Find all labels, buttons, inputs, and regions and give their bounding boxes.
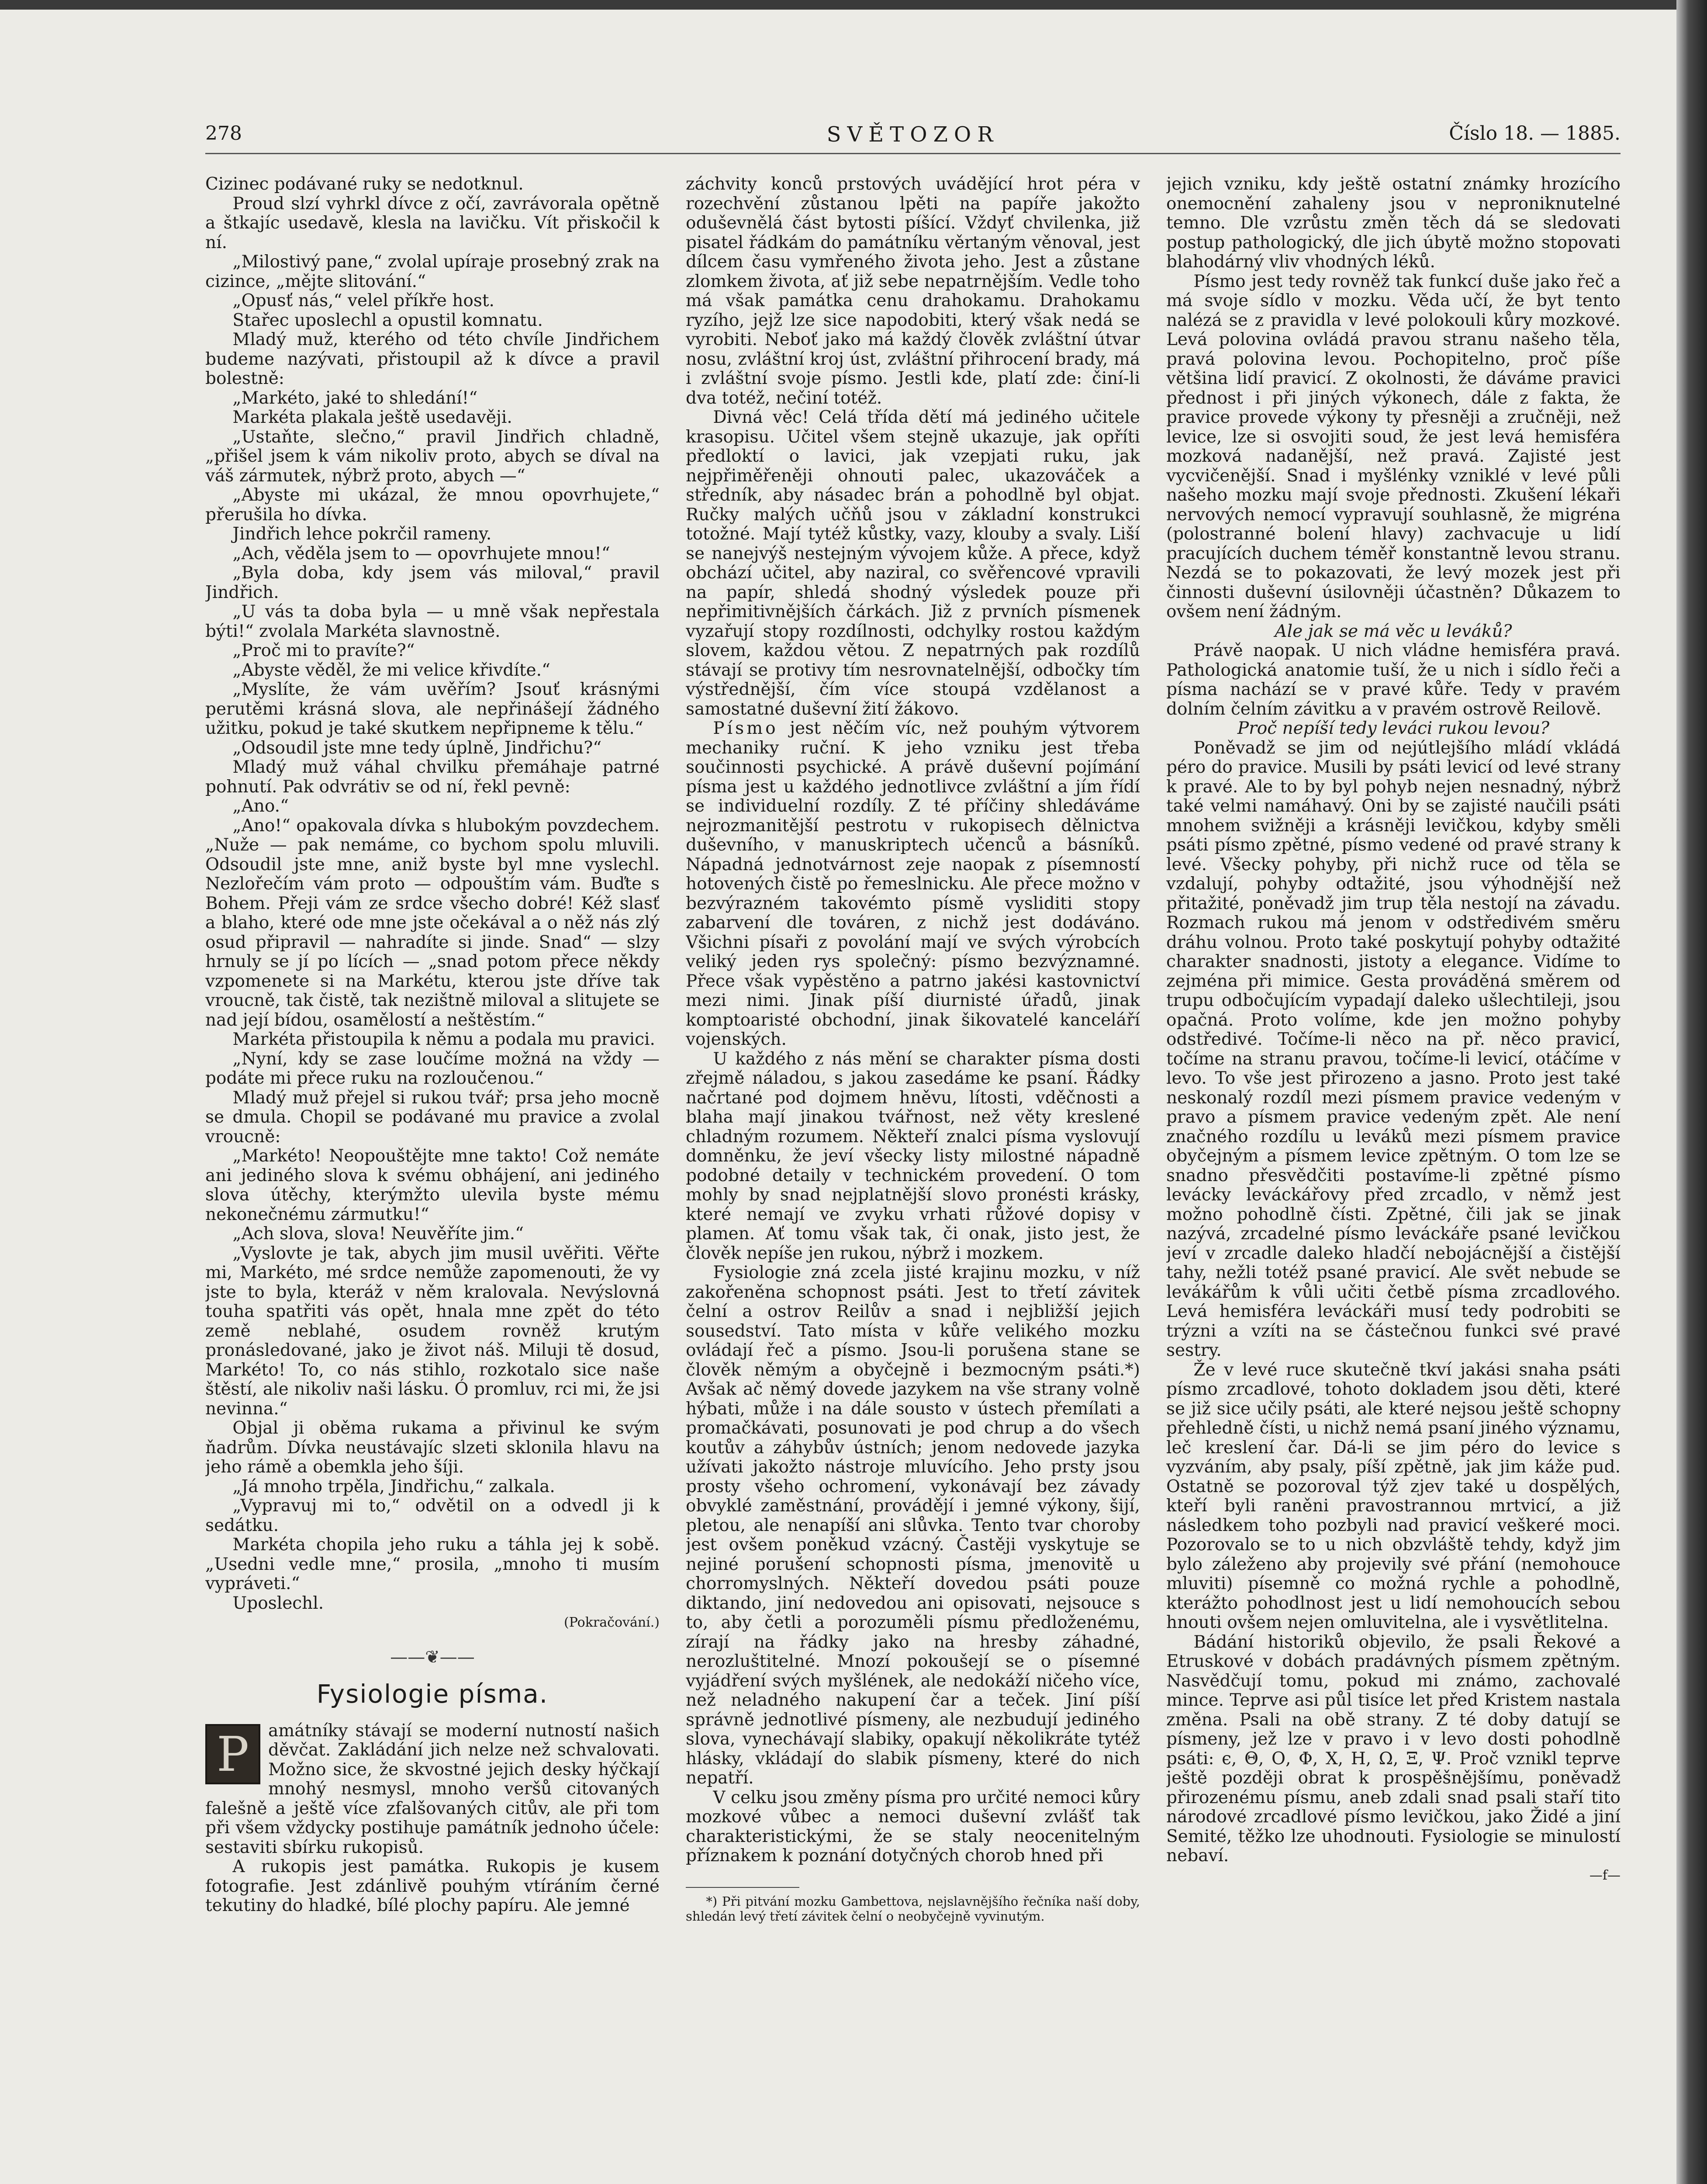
essay-paragraph: záchvity konců prstových uvádějící hrot péra v rozechvění zůstanou lpěti na papíře jakožto oduševnělá část bytosti píšící. Vždyť chvilenka, již pisatel řádkám do památníku věrtaným věnoval, jest dílcem času vymřeného života jeho. Jest a zůstane zlomkem života, ať již sebe nepatrnějším. Vedle toho má však památka cenu drahokamu. Drahokamu ryzího, jejž lze sice napodobiti, který však nedá se vyrobiti. Neboť jako má každý člověk zvláštní útvar nosu, zvláštní kroj úst, zvláštní přihrocení brady, má i zvláštní svoje písmo. Jestli kde, platí zde: činí-li dva totéž, nečiní totéž. — [686, 175, 1140, 408]
story-paragraph: „Opusť nás,“ velel příkře host. — [232, 291, 494, 311]
column-1 — [205, 175, 660, 2184]
subheading-question: Ale jak se má věc u leváků? — [1275, 621, 1512, 641]
essay-paragraph: Divná věc! Celá třída dětí má jediného učitele krasopisu. Učitel všem stejně ukazuje, jak opříti předloktí o lavici, jak vzepjati ruku, jak nejpřiměřeněji ohnouti palec, ukazováček a středník, aby násadec brán a pohodlně byl objat. Ručky malých učňů jsou v základní konstrukci totožné. Mají tytéž kůstky, vazy, klouby a svaly. Liší se nanejvýš nestejným vývojem kůže. A přece, když obchází učitel, aby naziral, co svěřencové vpravili na papír, shledá shodný výsledek pouze při nepřimitivnějších čárkách. Již z prvních písmenek vyzařují stopy rozdílnosti, odchylky rostou každým slovem, každou větou. Z nepatrných pak rozdílů stávají se protivy tím nesrovnatelnější, odbočky tím výstřednější, čím více stoupá vzdělanost a samostatné duševní žití žákovo. — [686, 408, 1140, 719]
continuation-note: (Pokračování.) — [564, 1615, 660, 1630]
story-paragraph: „Nyní, kdy se zase loučíme možná na vždy — podáte mi přece ruku na rozloučenou.“ — [205, 1049, 660, 1088]
story-paragraph: Markéta přistoupila k němu a podala mu pravici. — [232, 1030, 655, 1049]
header-rule — [205, 153, 1621, 154]
story-paragraph: „Markéto, jaké to shledání!“ — [232, 388, 478, 408]
essay-intro — [205, 1721, 660, 1916]
story-paragraph: „Ustaňte, slečno,“ pravil Jindřich chladně, „přišel jsem k vám nikoliv proto, abych se díval na váš zármutek, nýbrž proto, abych —“ — [205, 427, 660, 486]
page-header — [205, 122, 1621, 157]
story-paragraph: „Ach slova, slova! Neuvěříte jim.“ — [232, 1224, 524, 1244]
story-paragraph: „Odsoudil jste mne tedy úplně, Jindřichu?“ — [232, 738, 602, 758]
story-paragraph: Jindřich lehce pokrčil rameny. — [232, 524, 492, 544]
footnote-rule — [686, 1887, 799, 1888]
essay-paragraph: Že v levé ruce skutečně tkví jakási snaha psáti písmo zrcadlové, tohoto dokladem jsou děti, které se již sice učily psáti, ale které nejsou ještě schopny přehledně čísti, u nichž nemá psaní jiného významu, leč kreslení čar. Dá-li se jim péro do levice s vyzváním, aby psaly, píší zpětně, jak jim káže pud. Ostatně se pozoroval týž zjev také u dospělých, kteří byli raněni pravostrannou mrtvicí, a již následkem toho pozbyli nad pravicí veškeré moci. Pozorovalo se to u nich obzvláště tehdy, když jim bylo záleženo aby projevily své přání (nemohouce mluviti) písemně co možná rychle a pohodlně, kterážto pohodlnost jest u lidí nemohoucích sebou hnouti ovšem nejen omluvitelna, ale i vysvětlitelna. — [1166, 1360, 1621, 1632]
story-paragraph: Proud slzí vyhrkl dívce z očí, zavrávorala opětně a štkajíc usedavě, klesla na lavičku. Vít přiskočil k ní. — [205, 194, 660, 252]
story-paragraph: Mladý muž přejel si rukou tvář; prsa jeho mocně se dmula. Chopil se podávané mu pravice a zvolal vroucně: — [205, 1088, 660, 1147]
scan-binding-edge — [1676, 0, 1707, 2184]
story-paragraph: „Myslíte, že vám uvěřím? Jsouť krásnými perutěmi krásná slova, ale nepřinášejí žádného užitku, pokud je také skutkem nepřipneme k tělu.“ — [205, 680, 660, 738]
newspaper-page — [205, 109, 1621, 2184]
essay-paragraph: A rukopis jest památka. Rukopis je kusem fotografie. Jest zdánlivě pouhým vtíráním černé tekutiny do hladké, bílé plochy papíru. Ale jemné — [205, 1857, 660, 1915]
story-paragraph: „Ano!“ opakovala dívka s hlubokým povzdechem. „Nuže — pak nemáme, co bychom spolu mluvili. Odsoudil jste mne, aniž byste byl mne vyslechl. Nezlořečím vám proto — odpouštím vám. Buďte s Bohem. Přeji vám ze srdce všecho dobré! Kéž slasť a blaho, které ode mne jste očekával a o něž nás zlý osud připravil — nahradíte si jinde. Snad“ — slzy hrnuly se jí po lících — „snad potom přece někdy vzpomenete si na Markétu, kterou jste dříve tak vroucně, tak čistě, tak nezištně miloval a slitujete se nad její bídou, osamělostí a neštěstím.“ — [205, 816, 660, 1030]
footnote: *) Při pitvání mozku Gambettova, nejslavnějšího řečníka naší doby, shledán levý třetí závitek čelní o neobyčejně vyvinutým. — [686, 1894, 1140, 1924]
story-paragraph: Objal ji oběma rukama a přivinul ke svým ňadrům. Dívka neustávajíc slzeti sklonila hlavu na jeho rámě a obemkla jeho šíji. — [205, 1418, 660, 1477]
story-paragraph: Mladý muž, kterého od této chvíle Jindřichem budeme nazývati, přistoupil až k dívce a pravil bolestně: — [205, 330, 660, 388]
story-paragraph: Markéta chopila jeho ruku a táhla jej k sobě. „Usedni vedle mne,“ prosila, „mnoho ti musím vypráveti.“ — [205, 1535, 660, 1593]
essay-paragraph: Právě naopak. U nich vládne hemisféra pravá. Pathologická anatomie tuší, že u nich i sídlo řeči a písma nachází se v pravé kůře. Tedy v pravém dolním čelním závitku a v pravém ostrově Reilově. — [1166, 641, 1621, 719]
column-3 — [1166, 175, 1621, 2184]
story-paragraph: Uposlechl. — [232, 1593, 324, 1613]
dropcap-initial: P — [205, 1724, 260, 1784]
story-paragraph: „Markéto! Neopouštějte mne takto! Což nemáte ani jediného slova k svému obhájení, ani jediného slova útěchy, kterýmžto ulevila byste mému nekonečnému zármutku!“ — [205, 1146, 660, 1224]
essay-paragraph: Fysiologie zná zcela jisté krajinu mozku, v níž zakořeněna schopnost psáti. Jest to třetí závitek čelní a ostrov Reilův a snad i nejbližší jejich sousedství. Tato místa v kůře velikého mozku ovládají řeč a písmo. Jsou-li porušena stane se člověk němým a obyčejně i bezmocným psáti.*) Avšak ač němý dovede jazykem na vše strany volně hýbati, může i na dále sousto v ústech přemílati a promačkávati, posunovati je pod chrup a do všech koutův a záhybův ústních; jenom nedovede jazyka užívati jakožto nástroje mluvícího. Jeho prsty jsou prosty všeho ochromení, vykonávají bez závady obvyklé zaměstnání, provádějí i jemné výkony, šijí, pletou, ale nenapíší ani slůvka. Tento tvar choroby jest ovšem poněkud vzácný. Častěji vyskytuje se nejiné porušení schopnosti písma, jmenovitě u chorromyslných. Někteří dovedou psáti pouze diktando, jiní nedovedou ani opisovati, nejsouce s to, aby četli a porozuměli písmu předloženému, zírají na řádky jako na hresby záhadné, nerozluštitelné. Mnozí pokoušejí se o písemné vyjádření svých myšlének, ale nedokáží ničeho více, než neladného nakupení čar a teček. Jiní píší správně jednotlivé písmeny, ale nezbudují jediného slova, vynechávají slabiky, opakují několikráte tytéž hlásky, vkládají do slabik písmeny, které do nich nepatří. — [686, 1263, 1140, 1788]
paragraph-text: jest něčím víc, než pouhým výtvorem mechaniky ruční. K jeho vzniku jest třeba součinnosti psychické. A právě duševní pojímání písma jest u každého jednotlivce zvláštní a jím řídí se individuelní rozdíly. Z té příčiny shledáváme nejrozmanitější pestrotu v rukopisech dělnictva duševního, v manuskriptech učenců a básníků. Nápadná jednotvárnost zeje naopak z písemností hotovených čistě po řemeslnicku. Ale přece možno v bezvýrazném takovémto písmě vysliditi stopy zabarvení dle továren, z nichž jest dodáváno. Všichni písaři z povolání mají ve svých výrobcích veliký jeden rys společný: písmo bezvýznamné. Přece však vypěstěno a patrno jakési kastovnictví mezi nimi. Jinak píší diurnisté úřadů, jinak komptoaristé obchodní, jinak šikovatelé kanceláří vojenských. — [686, 719, 1140, 1049]
issue-label: Číslo 18. — 1885. — [1449, 122, 1621, 145]
story-paragraph: Stařec uposlechl a opustil komnatu. — [232, 310, 543, 330]
essay-paragraph — [686, 719, 1140, 1050]
story-paragraph: Markéta plakala ještě usedavěji. — [232, 408, 512, 427]
essay-paragraph: Písmo jest tedy rovněž tak funkcí duše jako řeč a má svoje sídlo v mozku. Věda učí, že byt tento nalézá se z pravidla v levé polokouli kůry mozkové. Levá polovina ovládá pravou stranu našeho těla, pravá polovina levou. Pochopitelno, proč píše většina lidí pravicí. Z okolnosti, že dáváme pravici přednost i při jiných výkonech, dále z fakta, že pravice provede výkony ty přesněji a zručněji, než levice, lze si osvojiti soud, že jest levá hemisféra mozková nadanější, než pravá. Zajisté jest vycvičenější. Snad i myšlénky vzniklé v levé půli našeho mozku mají svoje přednosti. Zkušení lékaři nervových nemocí vypravují souhlasně, že migréna (polostranné bolení hlavy) zachvacuje u lidí pracujících duchem téměř konstantně levou stranu. Nezdá se to pokazovati, že levý mozek jest při činnosti duševní úsilovněji účastněn? Důkazem to ovšem není žádným. — [1166, 271, 1621, 622]
story-paragraph: „Milostivý pane,“ zvolal upíraje prosebný zrak na cizince, „mějte slitování.“ — [205, 252, 660, 291]
spaced-word: Písmo — [713, 719, 778, 738]
story-paragraph: „Já mnoho trpěla, Jindřichu,“ zalkala. — [232, 1476, 555, 1496]
story-paragraph: „U vás ta doba byla — u mně však nepřestala býti!“ zvolala Markéta slavnostně. — [205, 602, 660, 641]
page-number: 278 — [205, 122, 242, 145]
story-paragraph: „Ano.“ — [232, 796, 289, 816]
story-paragraph: „Abyste mi ukázal, že mnou opovrhujete,“ přerušila ho dívka. — [205, 485, 660, 525]
story-text — [205, 175, 660, 1613]
journal-title: SVĚTOZOR — [826, 122, 999, 147]
column-2 — [686, 175, 1140, 2184]
story-paragraph: „Abyste věděl, že mi velice křivdíte.“ — [232, 660, 550, 680]
story-paragraph: „Ach, věděla jsem to — opovrhujete mnou!“ — [232, 543, 610, 563]
story-paragraph: „Proč mi to pravíte?“ — [232, 641, 415, 660]
story-paragraph: Cizinec podávané ruky se nedotknul. — [205, 175, 524, 194]
essay-paragraph: U každého z nás mění se charakter písma dosti zřejmě náladou, s jakou zasedáme ke psaní. Řádky načrtané pod dojmem hněvu, lítosti, vděčnosti a blaha mají jinakou tvářnost, než věty kreslené chladným rozumem. Někteří znalci písma vyslovují domněnku, že jeví všecky listy milostné nápadně podobné detaily v technickém provedení. O tom mohly by snad nejplatnější slovo pronésti krásky, které nemají ve zvyku vrhati růžové dopisy v plamen. Ať tomu však tak, či onak, jisto jest, že člověk nepíše jen rukou, nýbrž i mozkem. — [686, 1049, 1140, 1263]
story-paragraph: „Vyslovte je tak, abych jim musil uvěřiti. Věřte mi, Markéto, mé srdce nemůže zapomenouti, že vy jste to byla, kteráž v něm kralovala. Nevýslovná touha spatřiti vás opět, hnala mne zpět do této země neblahé, osudem rovněž krutým pronásledované, jako je život náš. Miluji tě dosud, Markéto! To, co nás stihlo, rozkotalo sice naše štěstí, ale nikoliv naši lásku. Ó promluv, rci mi, že jsi nevinna.“ — [205, 1243, 660, 1419]
essay-paragraph: amátníky stávají se moderní nutností našich děvčat. Zakládání jich nelze než schvalovati. Možno sice, že skvostné jejich desky hýčkají mnohý nesmysl, mnoho veršů citovaných falešně a ještě více zfalšovaných citův, ale při tom při všem vždycky postihuje památník jednoho účele: sestaviti sbírku rukopisů. — [205, 1721, 660, 1857]
essay-paragraph: Poněvadž se jim od nejútlejšího mládí vkládá péro do pravice. Musili by psáti levicí od levé strany k pravé. Ale to by byl pohyb nejen nesnadný, nýbrž také velmi namáhavý. Oni by se zajisté naučili psáti mnohem svižněji a krásněji levičkou, kdyby směli psáti písmo zpětné, písmo vedené od pravé strany k levé. Všecky pohyby, při nichž ruce od těla se vzdalují, pohyby odtažité, jsou výhodnější než přitažité, poněvadž jim trup těla nestojí na závadu. Rozmach rukou má jenom v odstředivém směru dráhu volnou. Proto také poskytují pohyby odtažité charakter snadnosti, jistoty a elegance. Vidíme to zejména při mimice. Gesta prováděná směrem od trupu odbočujícím vypadají daleko ušlechtileji, jsou opačná. Proto volíme, kde jen možno pohyby odstředivé. Točíme-li něco na př. něco pravicí, točíme na stranu pravou, točíme-li levicí, otáčíme v levo. To vše jest přirozeno a jasno. Proto jest také neskonalý rozdíl mezi písmem pravice vedeným v pravo a písmem pravice vedeným zpět. Ale není značného rozdílu u leváků mezi písmem pravice obyčejným a písmem levice zpětným. O tom lze se snadno přesvědčiti postavíme-li zpětné písmo levácky leváckářovy před zrcadlo, v němž jest možno pohodlně čísti. Zpětné, čili jak se jinak nazývá, zrcadelné písmo leváckáře psané levičkou jeví v zrcadle daleko hladčí nebojácnější a čistější tahy, nežli totéž psané pravicí. Ale svět nebude se levákářům k vůli učiti četbě písma zrcadlového. Levá hemisféra leváckáři musí tedy podrobiti se trýzni a vzíti na se částečnou funkci své pravé sestry. — [1166, 738, 1621, 1360]
story-paragraph: „Vypravuj mi to,“ odvětil on a odvedl ji k sedátku. — [205, 1496, 660, 1535]
ornament-divider: ——❦—— — [390, 1647, 475, 1667]
essay-paragraph: jejich vzniku, kdy ještě ostatní známky hrozícího onemocnění zahaleny jsou v neproniknutelné temno. Dle vzrůstu změn těch dá se sledovati postup pathologický, dle jich úbytě možno stopovati blahodárný vliv vhodných léků. — [1166, 175, 1621, 272]
section-title: Fysiologie písma. — [316, 1679, 549, 1709]
scan-top-edge — [0, 0, 1707, 10]
essay-paragraph: V celku jsou změny písma pro určité nemoci kůry mozkové vůbec a nemoci duševní zvlášť tak charakteristickými, že se staly neocenitelným příznakem k poznání dotyčných chorob hned při — [686, 1787, 1140, 1866]
story-paragraph: „Byla doba, kdy jsem vás miloval,“ pravil Jindřich. — [205, 563, 660, 602]
essay-paragraph: Bádání historiků objevilo, že psali Řekové a Etruskové v dobách pradávných písmem zpětným. Nasvědčují tomu, pokud mi známo, zachovalé mince. Teprve asi půl tisíce let před Kristem nastala změna. Psali na obě strany. Z té doby datují se písmeny, jež lze v pravo i v levo dosti pohodlně psáti: ϵ, Θ, Ο, Φ, Χ, Η, Ω, Ξ, Ψ. Proč vznikl teprve ještě později obrat k prospěšnějšímu, poněvadž přirozenému písmu, aneb zdali snad psali staří tito národové zrcadlové písmo levičkou, jako Židé a jiní Semité, těžko lze uhodnouti. Fysiologie se minulostí nebaví. — [1166, 1632, 1621, 1866]
subheading-question: Proč nepíší tedy leváci rukou levou? — [1237, 719, 1550, 738]
story-paragraph: Mladý muž váhal chvilku přemáhaje patrné pohnutí. Pak odvrátiv se od ní, řekl pevně: — [205, 757, 660, 797]
author-signature: —f— — [1589, 1867, 1621, 1883]
